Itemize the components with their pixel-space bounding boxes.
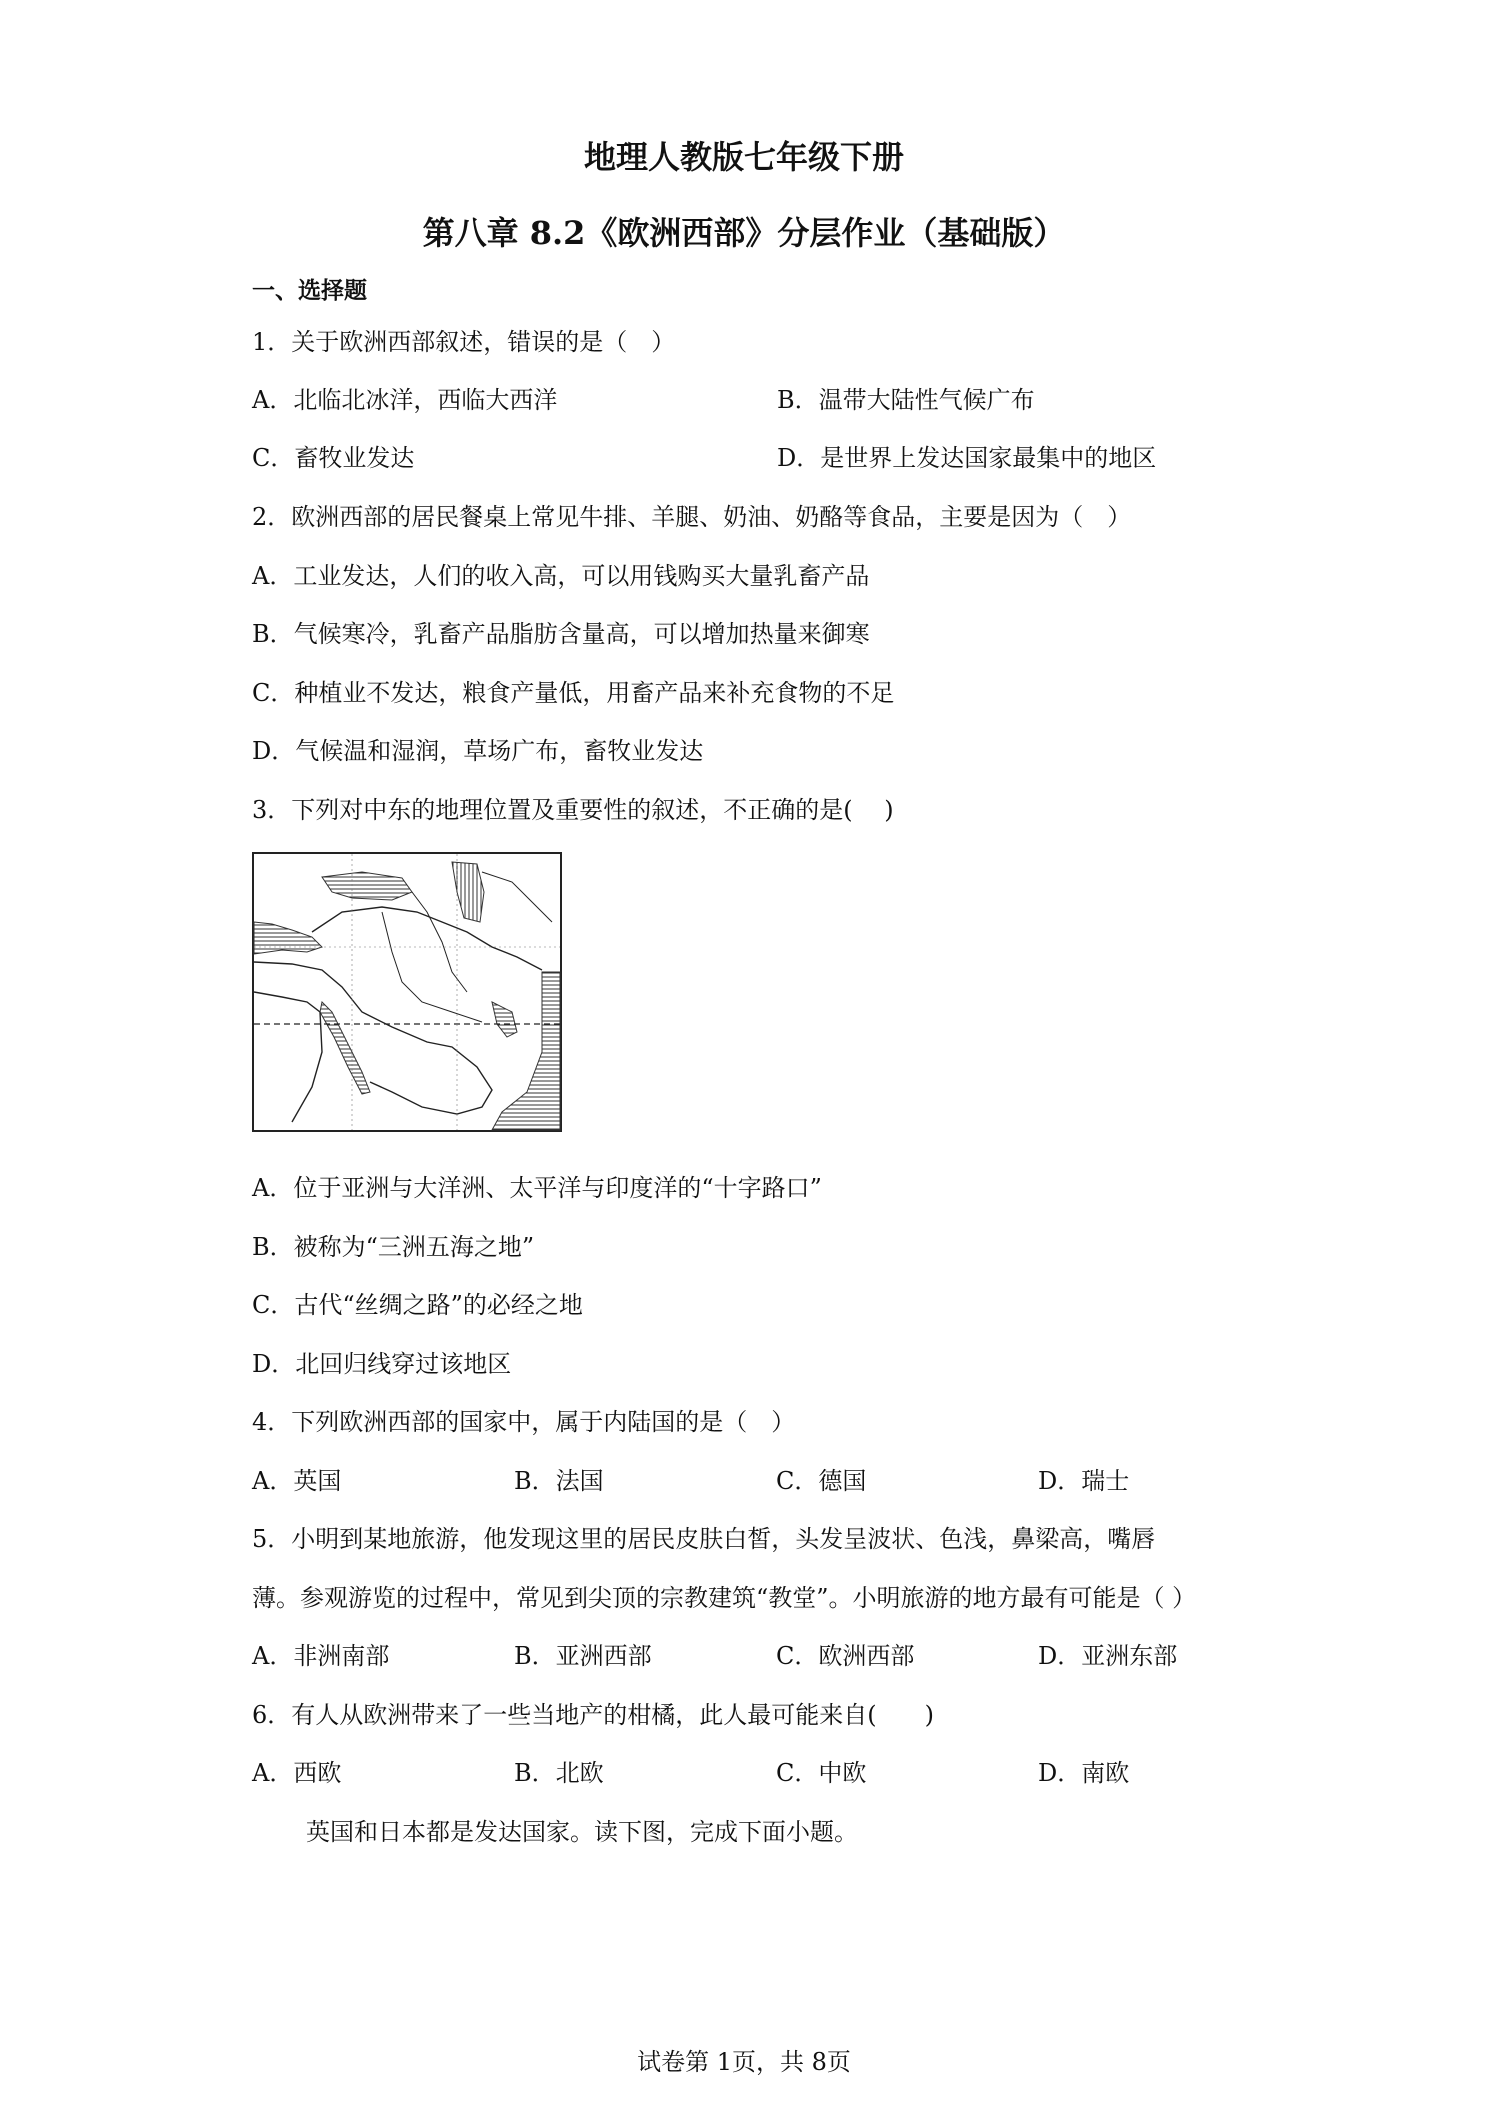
q3-option-d: D．北回归线穿过该地区 [252,1350,512,1378]
material-intro: 英国和日本都是发达国家。读下图，完成下面小题。 [306,1818,858,1846]
q6-option-b: B．北欧 [514,1759,604,1787]
question-1-stem: 1．关于欧洲西部叙述，错误的是（ ） [252,328,676,356]
q4-option-c: C．德国 [776,1467,867,1495]
q1-option-a: A．北临北冰洋，西临大西洋 [252,386,558,414]
question-3-stem: 3．下列对中东的地理位置及重要性的叙述，不正确的是( ) [252,796,894,824]
page-footer: 试卷第 1页，共 8页 [637,2048,851,2076]
question-5-stem-line2: 薄。参观游览的过程中，常见到尖顶的宗教建筑“教堂”。小明旅游的地方最有可能是（ ） [252,1584,1197,1612]
q4-option-a: A．英国 [252,1467,342,1495]
q1-option-d: D．是世界上发达国家最集中的地区 [777,444,1157,472]
q1-option-b: B．温带大陆性气候广布 [777,386,1035,414]
doc-title: 地理人教版七年级下册 [583,138,904,176]
q6-option-a: A．西欧 [252,1759,342,1787]
q3-option-b: B．被称为“三洲五海之地” [252,1233,535,1261]
q2-option-a: A．工业发达，人们的收入高，可以用钱购买大量乳畜产品 [252,562,870,590]
q5-option-a: A．非洲南部 [252,1642,390,1670]
q2-option-b: B．气候寒冷，乳畜产品脂肪含量高，可以增加热量来御寒 [252,620,870,648]
q5-option-d: D．亚洲东部 [1038,1642,1178,1670]
q3-option-a: A．位于亚洲与大洋洲、太平洋与印度洋的“十字路口” [252,1174,822,1202]
q5-option-b: B．亚洲西部 [514,1642,652,1670]
question-2-stem: 2．欧洲西部的居民餐桌上常见牛排、羊腿、奶油、奶酪等食品，主要是因为（ ） [252,503,1132,531]
question-5-stem-line1: 5．小明到某地旅游，他发现这里的居民皮肤白皙，头发呈波状、色浅，鼻梁高，嘴唇 [252,1525,1156,1553]
q3-option-c: C．古代“丝绸之路”的必经之地 [252,1291,583,1319]
q6-option-c: C．中欧 [776,1759,867,1787]
q1-option-c: C．畜牧业发达 [252,444,415,472]
q6-option-d: D．南欧 [1038,1759,1130,1787]
question-6-stem: 6．有人从欧洲带来了一些当地产的柑橘，此人最可能来自( ) [252,1701,934,1729]
q2-option-d: D．气候温和湿润，草场广布，畜牧业发达 [252,737,704,765]
section-heading: 一、选择题 [252,277,367,304]
q4-option-d: D．瑞士 [1038,1467,1130,1495]
question-4-stem: 4．下列欧洲西部的国家中，属于内陆国的是（ ） [252,1408,796,1436]
q2-option-c: C．种植业不发达，粮食产量低，用畜产品来补充食物的不足 [252,679,895,707]
doc-subtitle: 第八章 8.2《欧洲西部》分层作业（基础版） [422,214,1066,252]
q4-option-b: B．法国 [514,1467,604,1495]
middle-east-map [252,852,562,1132]
q5-option-c: C．欧洲西部 [776,1642,915,1670]
